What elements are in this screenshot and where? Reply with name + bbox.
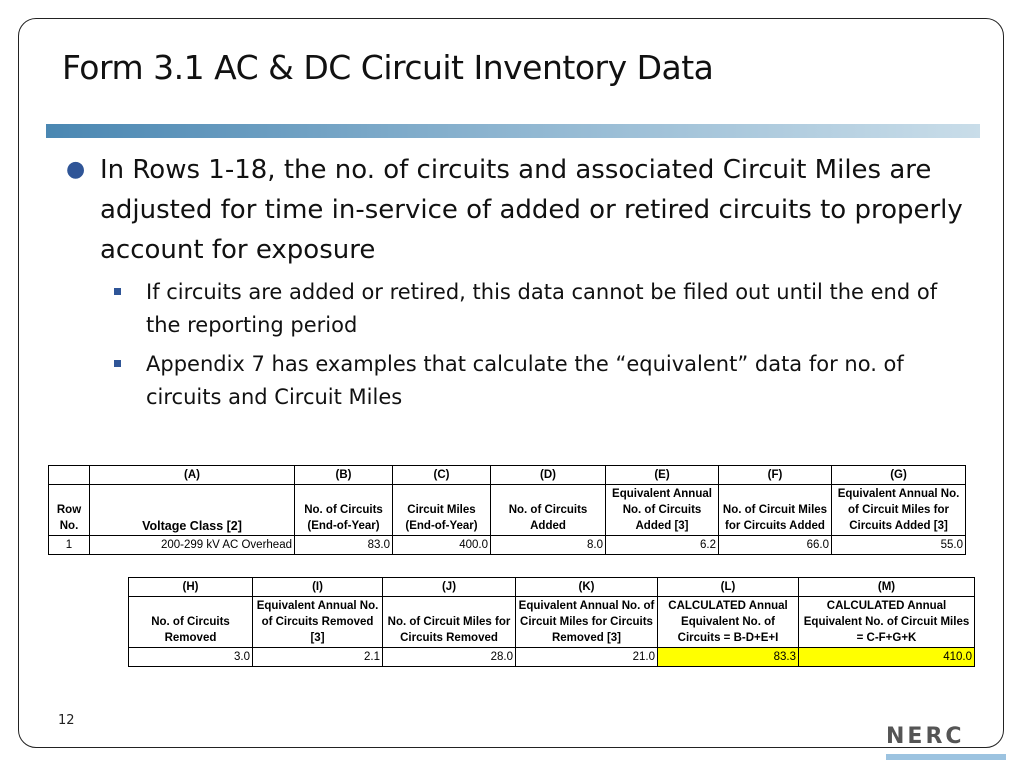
- page-number: 12: [58, 713, 75, 728]
- table-header-cell: Equivalent Annual No. of Circuit Miles for Circuits Removed [3]: [516, 597, 658, 648]
- table-header-letter: (D): [491, 466, 606, 485]
- table-cell: 6.2: [606, 536, 719, 555]
- table-cell: 1: [49, 536, 90, 555]
- bullet-sub-text: If circuits are added or retired, this data cannot be filed out until the end of the reporting period: [146, 280, 938, 337]
- table-cell-highlighted: 83.3: [658, 648, 799, 667]
- square-bullet-icon: [114, 288, 121, 295]
- table-cell: 21.0: [516, 648, 658, 667]
- bullet-sub-2: [66, 348, 976, 414]
- table-cell-highlighted: 410.0: [799, 648, 975, 667]
- logo-underline-bar: [886, 754, 1006, 760]
- table-header-cell: Equivalent Annual No. of Circuits Removed [3]: [253, 597, 383, 648]
- inventory-table-1: [48, 465, 966, 555]
- table-header-cell: Equivalent Annual No. of Circuits Added [3]: [606, 485, 719, 536]
- nerc-logo-text: NERC: [886, 724, 965, 749]
- table-row: [49, 536, 966, 555]
- inventory-table-2: [128, 577, 975, 667]
- table-row: [129, 648, 975, 667]
- slide-title: Form 3.1 AC & DC Circuit Inventory Data: [62, 48, 714, 87]
- table-cell: 400.0: [393, 536, 491, 555]
- title-underline-bar: [46, 124, 980, 138]
- table-header-cell: No. of Circuit Miles for Circuits Removed: [383, 597, 516, 648]
- table-cell: 66.0: [719, 536, 832, 555]
- table-header-letter: (E): [606, 466, 719, 485]
- table-header-letter: (A): [90, 466, 295, 485]
- table-header-letter: (C): [393, 466, 491, 485]
- bullet-list: [66, 150, 976, 414]
- table-header-cell: Equivalent Annual No. of Circuit Miles for Circuits Added [3]: [832, 485, 966, 536]
- table-cell: 2.1: [253, 648, 383, 667]
- square-bullet-icon: [114, 360, 121, 367]
- bullet-sub-1: [66, 276, 976, 342]
- table-header-letter: (H): [129, 578, 253, 597]
- bullet-main-text: In Rows 1-18, the no. of circuits and associated Circuit Miles are adjusted for time in-service of added or retired circuits to properly account for exposure: [100, 155, 963, 265]
- table-header-letter: (I): [253, 578, 383, 597]
- table-header-letter: (B): [295, 466, 393, 485]
- table-letters-row: [49, 466, 966, 485]
- table-header-cell: No. of Circuits Added: [491, 485, 606, 536]
- table-header-cell: CALCULATED Annual Equivalent No. of Circuits = B-D+E+I: [658, 597, 799, 648]
- table-header-row: [49, 485, 966, 536]
- table-header-letter: (G): [832, 466, 966, 485]
- table-cell: 8.0: [491, 536, 606, 555]
- table-cell: 83.0: [295, 536, 393, 555]
- table-cell: 3.0: [129, 648, 253, 667]
- bullet-sub-text: Appendix 7 has examples that calculate the “equivalent” data for no. of circuits and Circuit Miles: [146, 352, 904, 409]
- table-header-letter: (L): [658, 578, 799, 597]
- table-header-cell: No. of Circuits (End-of-Year): [295, 485, 393, 536]
- table-header-row: [129, 597, 975, 648]
- table-header-letter: (M): [799, 578, 975, 597]
- table-header-cell: Row No.: [49, 485, 90, 536]
- table-cell: 28.0: [383, 648, 516, 667]
- table-header-letter: (J): [383, 578, 516, 597]
- table-header-cell: No. of Circuits Removed: [129, 597, 253, 648]
- bullet-dot-icon: ●: [66, 157, 86, 182]
- table-cell: 200-299 kV AC Overhead: [90, 536, 295, 555]
- bullet-main: [66, 150, 976, 270]
- table-cell: [49, 466, 90, 485]
- table-header-cell: Circuit Miles (End-of-Year): [393, 485, 491, 536]
- nerc-logo: [886, 724, 965, 749]
- table-header-cell: Voltage Class [2]: [90, 485, 295, 536]
- table-letters-row: [129, 578, 975, 597]
- table-header-cell: CALCULATED Annual Equivalent No. of Circuit Miles = C-F+G+K: [799, 597, 975, 648]
- table-header-letter: (F): [719, 466, 832, 485]
- table-cell: 55.0: [832, 536, 966, 555]
- table-header-cell: No. of Circuit Miles for Circuits Added: [719, 485, 832, 536]
- table-header-letter: (K): [516, 578, 658, 597]
